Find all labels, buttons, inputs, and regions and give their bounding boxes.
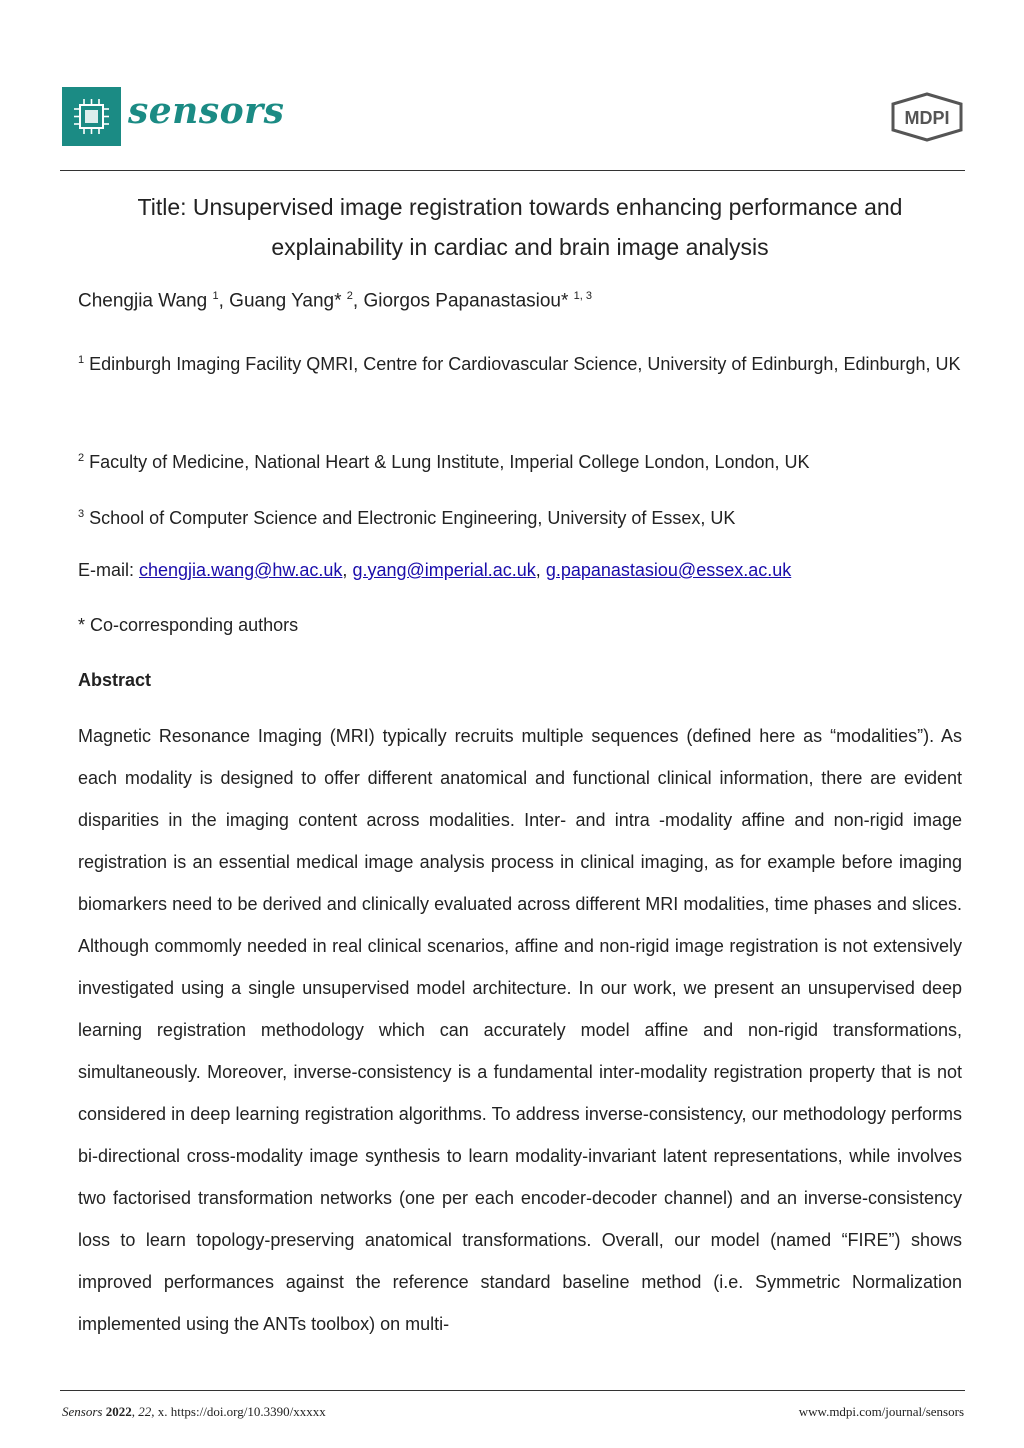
mdpi-logo-text: MDPI [904,108,950,128]
header-divider [60,170,965,171]
affiliation-number: 3 [78,508,85,520]
corresponding-note: * Co-corresponding authors [78,615,299,635]
footer-journal: Sensors [62,1404,103,1419]
author-affiliation-sup: 1, 3 [573,290,593,302]
affiliation-2 [78,437,966,483]
mdpi-logo [889,92,965,147]
journal-logo-icon [62,87,121,146]
author-list [78,290,592,312]
affiliation-text: Faculty of Medicine, National Heart & Lung Institute, Imperial College London, London, UK [84,452,810,472]
email-separator: , [535,560,546,580]
footer-citation: Sensors 2022, 22, x. https://doi.org/10.3390/xxxxx [62,1404,326,1419]
email-link-papanastasiou[interactable]: g.papanastasiou@essex.ac.uk [545,560,792,580]
affiliation-text: Edinburgh Imaging Facility QMRI, Centre for Cardiovascular Science, University of Edinburgh, Edinburgh, UK [84,354,961,374]
email-link-yang[interactable]: g.yang@imperial.ac.uk [352,560,536,580]
footer-url[interactable]: www.mdpi.com/journal/sensors [798,1404,964,1419]
author-name: Chengjia Wang [78,290,213,312]
author-name: , Guang Yang* [218,290,347,312]
email-line [78,560,791,581]
email-label: E-mail: [78,560,140,580]
footer-volume: 22 [138,1404,152,1419]
affiliation-number: 1 [78,354,85,366]
affiliation-3 [78,493,966,539]
affiliation-text: School of Computer Science and Electronic Engineering, University of Essex, UK [84,508,736,528]
journal-name: sensors [128,90,285,132]
email-link-wang[interactable]: chengjia.wang@hw.ac.uk [139,560,343,580]
affiliation-1 [78,339,966,385]
author-affiliation-sup: 1 [212,290,219,302]
paper-title: Title: Unsupervised image registration towards enhancing performance and explainability in cardiac and brain image analysis [137,194,903,260]
author-name: , Giorgos Papanastasiou* [352,290,574,312]
footer-doi: , x. https://doi.org/10.3390/xxxxx [151,1404,326,1419]
abstract-heading: Abstract [78,670,152,690]
author-affiliation-sup: 2 [346,290,353,302]
footer-divider [60,1390,965,1391]
affiliation-number: 2 [78,452,85,464]
email-separator: , [342,560,353,580]
footer-year: 2022 [105,1404,132,1419]
abstract-body: Magnetic Resonance Imaging (MRI) typically recruits multiple sequences (defined here as “modalities”). As each modality is designed to offer different anatomical and functional clinical information, there are evident disparities in the imaging content across modalities. Inter- and intra -modality affine and non-rigid image registration is an essential medical image analysis process in clinical imaging, as for example before imaging biomarkers need to be derived and clinically evaluated across different MRI modalities, time phases and slices. Although commomly needed in real clinical scenarios, affine and non-rigid image registration is not extensively investigated using a single unsupervised model architecture. In our work, we present an unsupervised deep learning registration methodology which can accurately model affine and non-rigid transformations, simultaneously. Moreover, inverse-consistency is a fundamental inter-modality registration property that is not considered in deep learning registration algorithms. To address inverse-consistency, our methodology performs bi-directional cross-modality image synthesis to learn modality-invariant latent representations, while involves two factorised transformation networks (one per each encoder-decoder channel) and an inverse-consistency loss to learn topology-preserving anatomical transformations. Overall, our model (named “FIRE”) shows improved performances against the reference standard baseline method (i.e. Symmetric Normalization implemented using the ANTs toolbox) on multi- [78,726,962,1334]
